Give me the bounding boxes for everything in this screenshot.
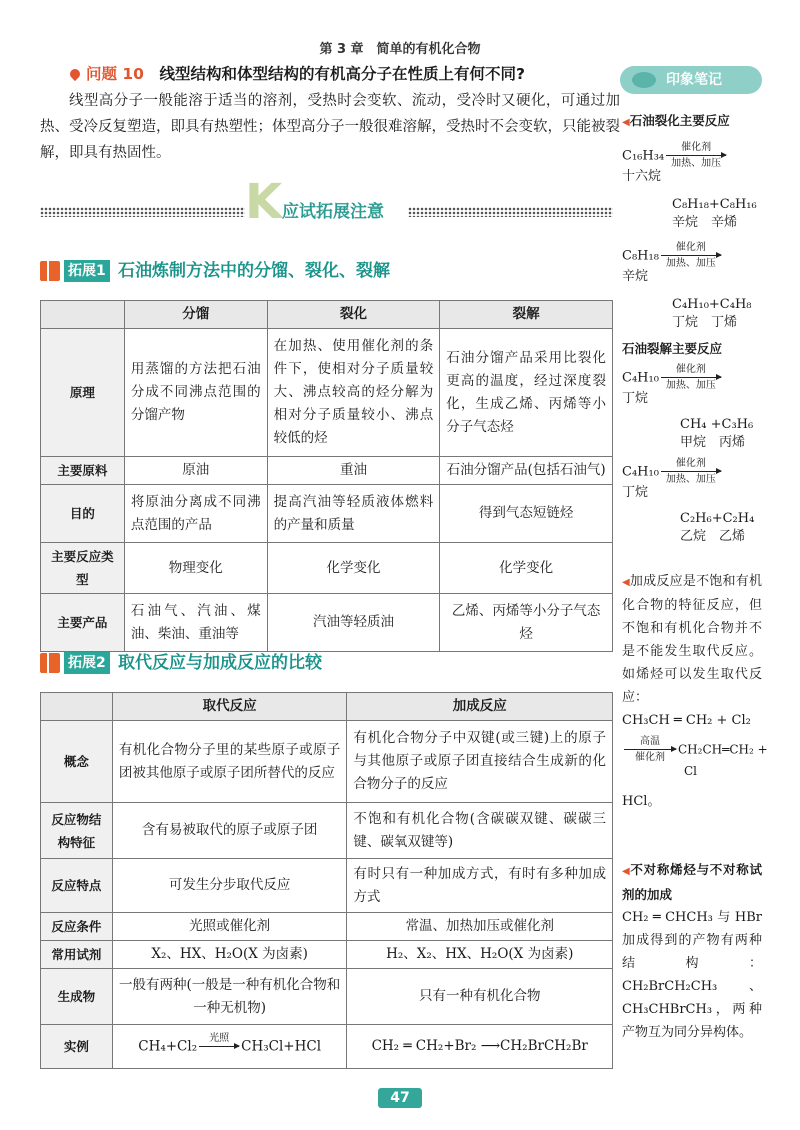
table-cell: CH₂ ═ CH₂+Br₂ ⟶CH₂BrCH₂Br — [347, 1025, 613, 1069]
section-letter: K — [245, 174, 283, 230]
r3-reactant-name: 丁烷 — [622, 391, 649, 406]
r4-products: C₂H₆+C₂H₄ — [680, 511, 755, 526]
table-cell: 含有易被取代的原子或原子团 — [112, 803, 347, 859]
r4-top: 催化剂 — [675, 458, 706, 469]
note1-eq: CH₃CH ═ CH₂ + Cl₂ — [622, 713, 751, 728]
r3-reactant: C₄H₁₀ — [622, 370, 659, 386]
r3-bot: 加热、加压 — [665, 380, 716, 391]
r3-products: CH₄ +C₃H₆ — [680, 417, 754, 432]
r1-product-names: 辛烷 辛烯 — [672, 215, 738, 230]
leaf-icon — [68, 67, 82, 81]
r4-reactant: C₄H₁₀ — [622, 464, 659, 480]
example1-cond: 光照 — [209, 1032, 230, 1044]
ext1-header: 裂解 — [440, 301, 613, 329]
sidebar-note1 — [622, 570, 768, 813]
r2-reactant: C₈H₁₈ — [622, 248, 659, 264]
r2-products: C₄H₁₀+C₄H₈ — [672, 297, 752, 312]
question-text: 线型结构和体型结构的有机高分子在性质上有何不同? — [159, 65, 525, 83]
triangle-icon: ◀ — [622, 866, 631, 877]
row-label: 目的 — [41, 485, 125, 543]
row-label: 实例 — [41, 1025, 113, 1069]
example1-left: CH₄+Cl₂ — [138, 1038, 198, 1054]
note2-text: CH₂ ═ CHCH₃ 与 HBr 加成得到的产物有两种结构：CH₂BrCH₂CH₃、CH₃CHBrCH₃，两种产物互为同分异构体。 — [622, 910, 762, 1040]
table-cell: 原油 — [124, 457, 267, 485]
table-cell: 乙烯、丙烯等小分子气态烃 — [440, 594, 613, 652]
question-answer: 线型高分子一般能溶于适当的溶剂，受热时会变软、流动，受冷时又硬化，可通过加热、受冷反复塑造，即具有热塑性；体型高分子一般很难溶解，受热时不会变软，只能被裂解，即具有热固性。 — [40, 93, 620, 161]
row-label: 反应条件 — [41, 913, 113, 941]
chapter-header: 第 3 章 简单的有机化合物 — [319, 42, 481, 57]
sidebar-crack — [622, 110, 762, 546]
r2-bot: 加热、加压 — [665, 258, 716, 269]
split-title: 石油裂解主要反应 — [622, 341, 723, 356]
note1-cl: Cl — [684, 764, 698, 778]
table-cell: 重油 — [267, 457, 440, 485]
row-label: 概念 — [41, 721, 113, 803]
row-label: 主要原料 — [41, 457, 125, 485]
ext1-header: 分馏 — [124, 301, 267, 329]
table-cell: 将原油分离成不同沸点范围的产品 — [124, 485, 267, 543]
arrow-icon — [666, 155, 726, 156]
dotted-divider-right — [408, 207, 613, 217]
row-label: 常用试剂 — [41, 941, 113, 969]
ext2-header: 取代反应 — [112, 693, 347, 721]
row-label: 原理 — [41, 329, 125, 457]
sidebar-note2 — [622, 858, 762, 1044]
table-cell: 化学变化 — [440, 543, 613, 594]
r1-top: 催化剂 — [681, 142, 712, 153]
r2-reactant-name: 辛烷 — [622, 269, 649, 284]
ext1-table — [40, 300, 613, 652]
row-label: 反应特点 — [41, 859, 113, 913]
r4-reactant-name: 丁烷 — [622, 485, 649, 500]
arrow-icon — [624, 749, 676, 750]
ext2-heading — [40, 650, 600, 676]
ext2-tag: 拓展2 — [64, 652, 110, 674]
table-cell: 提高汽油等轻质液体燃料的产量和质量 — [267, 485, 440, 543]
r1-reactant-name: 十六烷 — [622, 169, 662, 184]
dotted-divider-left — [40, 207, 245, 217]
table-cell: 得到气态短链烃 — [440, 485, 613, 543]
table-cell: 一般有两种(一般是一种有机化合物和一种无机物) — [112, 969, 347, 1025]
r3-product-names: 甲烷 丙烯 — [680, 435, 746, 450]
r3-top: 催化剂 — [675, 364, 706, 375]
table-cell: 不饱和有机化合物(含碳碳双键、碳碳三键、碳氧双键等) — [347, 803, 613, 859]
page-number: 47 — [378, 1088, 422, 1108]
ext1-title: 石油炼制方法中的分馏、裂化、裂解 — [118, 261, 390, 281]
section-title: 应试拓展注意 — [282, 202, 384, 222]
arrow-icon — [661, 255, 721, 256]
r4-product-names: 乙烷 乙烯 — [680, 529, 746, 544]
table-cell: 光照或催化剂 — [112, 913, 347, 941]
table-cell: X₂、HX、H₂O(X 为卤素) — [112, 941, 347, 969]
table-cell — [112, 1025, 347, 1069]
note1-top: 高温 — [640, 736, 660, 747]
r1-reactant: C₁₆H₃₄ — [622, 148, 665, 164]
note1-prod: CH₂CH═CH₂ + — [678, 742, 768, 757]
r2-product-names: 丁烷 丁烯 — [672, 315, 738, 330]
ext2-title: 取代反应与加成反应的比较 — [118, 653, 322, 673]
arrow-icon — [199, 1046, 239, 1047]
table-cell: 只有一种有机化合物 — [347, 969, 613, 1025]
book-icon — [40, 261, 60, 281]
note1-text: 加成反应是不饱和有机化合物的特征反应，但不饱和有机化合物并不是不能发生取代反应。如烯烃可以发生取代反应： — [622, 574, 762, 705]
table-cell: 有机化合物分子里的某些原子或原子团被其他原子或原子团所替代的反应 — [112, 721, 347, 803]
example1-right: CH₃Cl+HCl — [241, 1038, 322, 1054]
table-cell: 可发生分步取代反应 — [112, 859, 347, 913]
r2-top: 催化剂 — [675, 242, 706, 253]
table-cell: 石油分馏产品(包括石油气) — [440, 457, 613, 485]
note2-title: 不对称烯烃与不对称试剂的加成 — [622, 862, 762, 902]
ext2-header: 加成反应 — [347, 693, 613, 721]
table-cell: 在加热、使用催化剂的条件下，使相对分子质量较大、沸点较高的烃分解为相对分子质量较小、沸点较低的烃 — [267, 329, 440, 457]
r1-products: C₈H₁₈+C₈H₁₆ — [672, 197, 757, 212]
triangle-icon: ◀ — [622, 577, 630, 588]
row-label: 主要反应类型 — [41, 543, 125, 594]
row-label: 生成物 — [41, 969, 113, 1025]
triangle-icon: ◀ — [622, 117, 630, 128]
book-icon — [40, 653, 60, 673]
question-heading — [70, 62, 525, 84]
ext1-header: 裂化 — [267, 301, 440, 329]
table-cell: 石油分馏产品采用比裂化更高的温度，经过深度裂化，生成乙烯、丙烯等小分子气态烃 — [440, 329, 613, 457]
crack-title: 石油裂化主要反应 — [629, 113, 730, 128]
ext1-tag: 拓展1 — [64, 260, 110, 282]
ext1-header-empty — [41, 301, 125, 329]
table-cell: 石油气、汽油、煤油、柴油、重油等 — [124, 594, 267, 652]
table-cell: 有机化合物分子中双键(或三键)上的原子与其他原子或原子团直接结合生成新的化合物分子的反应 — [347, 721, 613, 803]
table-cell: 用蒸馏的方法把石油分成不同沸点范围的分馏产物 — [124, 329, 267, 457]
table-cell: 常温、加热加压或催化剂 — [347, 913, 613, 941]
table-cell: 汽油等轻质油 — [267, 594, 440, 652]
question-label: 问题 10 — [86, 65, 144, 83]
r1-bot: 加热、加压 — [671, 158, 722, 169]
note1-end: HCl。 — [622, 794, 661, 809]
r4-bot: 加热、加压 — [665, 474, 716, 485]
table-cell: H₂、X₂、HX、H₂O(X 为卤素) — [347, 941, 613, 969]
ext2-table — [40, 692, 613, 1069]
ext2-header-empty — [41, 693, 113, 721]
arrow-icon — [661, 471, 721, 472]
note1-bot: 催化剂 — [635, 752, 665, 763]
row-label: 主要产品 — [41, 594, 125, 652]
ext1-heading — [40, 258, 600, 284]
table-cell: 化学变化 — [267, 543, 440, 594]
notes-badge: 印象笔记 — [620, 66, 762, 94]
table-cell: 有时只有一种加成方式，有时有多种加成方式 — [347, 859, 613, 913]
row-label: 反应物结构特征 — [41, 803, 113, 859]
table-cell: 物理变化 — [124, 543, 267, 594]
arrow-icon — [661, 377, 721, 378]
